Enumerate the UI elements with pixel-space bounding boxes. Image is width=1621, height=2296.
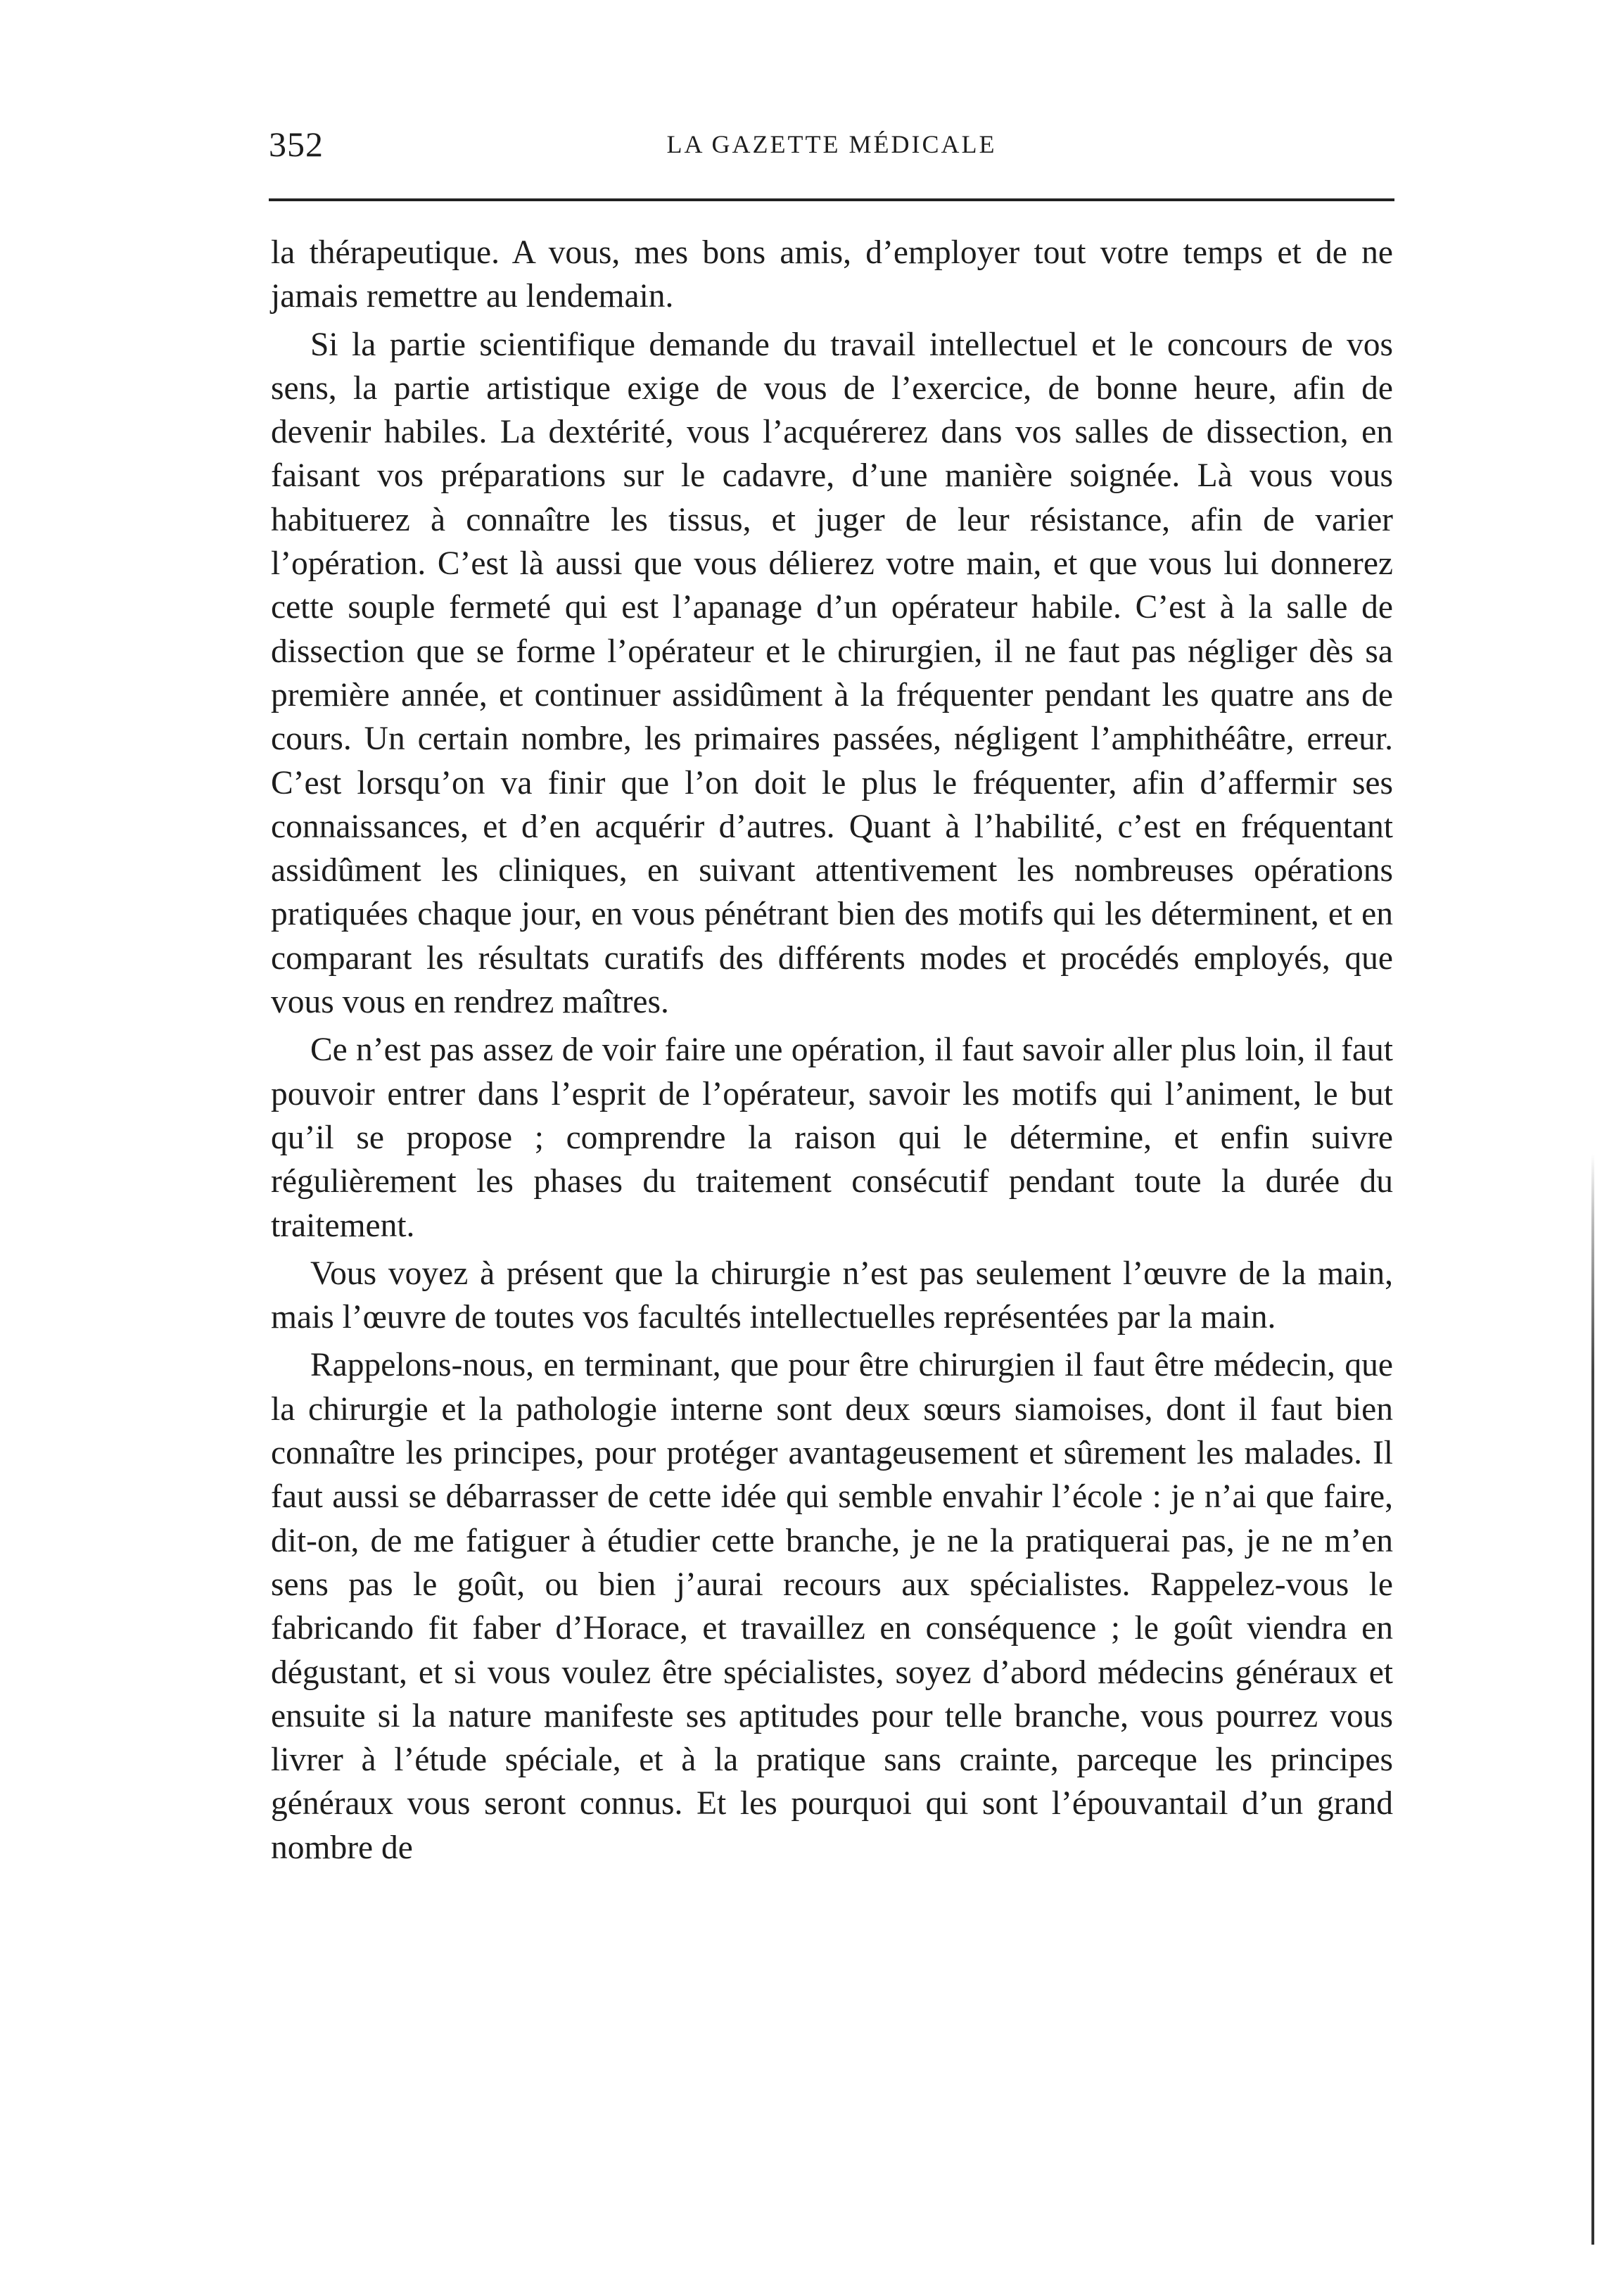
body-text <box>271 231 1393 1870</box>
paragraph-2: Si la partie scientifique demande du travail intellectuel et le concours de vos sens, la partie artistique exige de vous de l’exercice, de bonne heure, afin de devenir habiles. La dextérité, vous l’acquérerez dans vos salles de dissection, en faisant vos préparations sur le cadavre, d’une manière soignée. Là vous vous habituerez à connaître les tissus, et juger de leur résistance, afin de varier l’opération. C’est là aussi que vous délierez votre main, et que vous lui donnerez cette souple fermeté qui est l’apanage d’un opérateur habile. C’est à la salle de dissection que se forme l’opérateur et le chirurgien, il ne faut pas négliger dès sa première année, et continuer assidûment à la fréquenter pendant les quatre ans de cours. Un certain nombre, les primaires passées, négligent l’amphithéâtre, erreur. C’est lorsqu’on va finir que l’on doit le plus le fréquenter, afin d’affermir ses connaissances, et d’en acquérir d’autres. Quant à l’habilité, c’est en fréquentant assidûment les cliniques, en suivant attentivement les nombreuses opérations pratiquées chaque jour, en vous pénétrant bien des motifs qui les déterminent, et en comparant les résultats curatifs des différents modes et procédés employés, que vous vous en rendrez maîtres. <box>271 326 1393 1021</box>
page-header <box>269 118 1394 175</box>
paragraph-4: Vous voyez à présent que la chirurgie n’est pas seulement l’œuvre de la main, mais l’œuvre de toutes vos facultés intellectuelles représentées par la main. <box>271 1255 1393 1336</box>
running-title: LA GAZETTE MÉDICALE <box>666 130 997 158</box>
page-number: 352 <box>269 125 324 164</box>
paragraph-3: Ce n’est pas assez de voir faire une opération, il faut savoir aller plus loin, il faut pouvoir entrer dans l’esprit de l’opérateur, savoir les motifs qui l’animent, le but qu’il se propose ; comprendre la raison qui le détermine, et enfin suivre régulièrement les phases du traitement consécutif pendant toute la durée du traitement. <box>271 1032 1393 1244</box>
paragraph-1: la thérapeutique. A vous, mes bons amis, d’employer tout votre temps et de ne jamais remettre au lendemain. <box>271 234 1393 315</box>
header-rule <box>269 198 1394 201</box>
binding-edge-mark <box>1591 1154 1594 2245</box>
paragraph-5: Rappelons-nous, en terminant, que pour être chirurgien il faut être médecin, que la chirurgie et la pathologie interne sont deux sœurs siamoises, dont il faut bien connaître les principes, pour protéger avantageusement et sûrement les malades. Il faut aussi se débarrasser de cette idée qui semble envahir l’école : je n’ai que faire, dit-on, de me fatiguer à étudier cette branche, je ne la pratiquerai pas, je ne m’en sens pas le goût, ou bien j’aurai recours aux spécialistes. Rappelez-vous le fabricando fit faber d’Horace, et travaillez en conséquence ; le goût viendra en dégustant, et si vous voulez être spécialistes, soyez d’abord médecins généraux et ensuite si la nature manifeste ses aptitudes pour telle branche, vous pourrez vous livrer à l’étude spéciale, et à la pratique sans crainte, parceque les principes généraux vous seront connus. Et les pourquoi qui sont l’épouvantail d’un grand nombre de <box>271 1347 1393 1866</box>
